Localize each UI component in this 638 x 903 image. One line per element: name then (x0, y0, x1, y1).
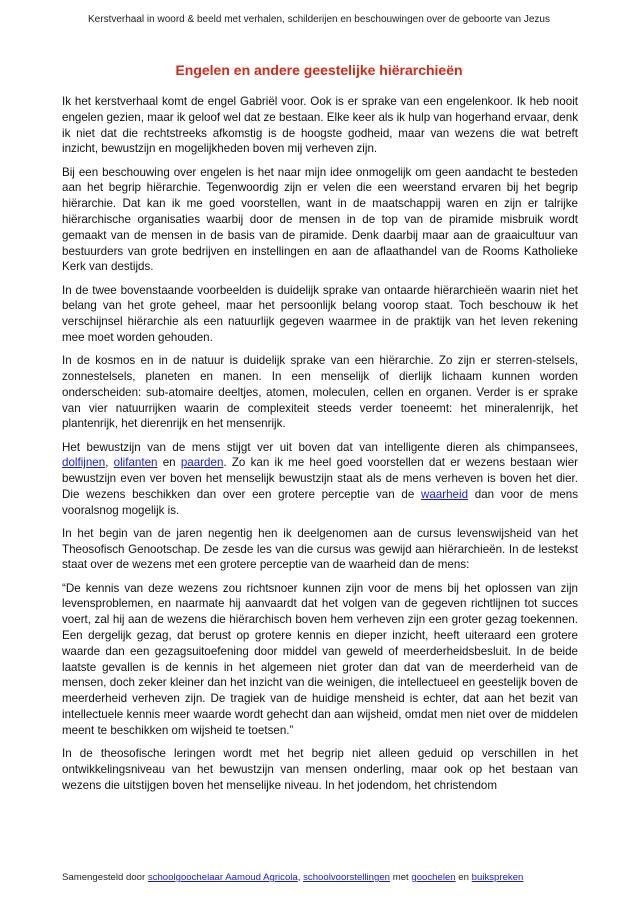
paragraph-4: In de kosmos en in de natuur is duidelijk sprake van een hiërarchie. Zo zijn er sterren-stelsels, zonnestelsels, planeten en manen. In een menselijk of dierlijk lichaam kunnen worden onderscheiden: sub-atomaire deeltjes, atomen, moleculen, cellen en organen. Verder is er sprake van vier natuurrijken waarin de complexiteit steeds verder toeneemt: het mineralenrijk, het plantenrijk, het dierenrijk en het mensenrijk. (62, 354, 578, 431)
link-dolfijnen[interactable]: dolfijnen (62, 456, 106, 470)
paragraph-3: In de twee bovenstaande voorbeelden is duidelijk sprake van ontaarde hiërarchieën waarin niet het belang van het grote geheel, maar het persoonlijk belang voorop staat. Toch beschouw ik het verschijnsel hiërarchie als een natuurlijk gegeven waarmee in de praktijk van het leven rekening mee moet worden gehouden. (62, 283, 578, 344)
link-waarheid[interactable]: waarheid (420, 487, 469, 501)
paragraph-5-text-c: en (157, 456, 181, 470)
paragraph-5-text-e: dan voor de mens vooralsnog mogelijk is. (62, 487, 578, 517)
footer-separator-2: met (390, 872, 412, 883)
page-footer (62, 872, 578, 883)
paragraph-5-text-b: , (105, 456, 114, 470)
paragraph-5-text-d: . Zo kan ik me heel goed voorstellen dat er wezens bestaan wier bewustzijn even ver boven het menselijk bewustzijn staat als de mens verheven is boven het dier. Die wezens beschikken dan over een grotere perceptie van de (62, 456, 578, 501)
footer-link-buikspreken[interactable]: buikspreken (471, 872, 524, 883)
footer-link-schoolgoochelaar[interactable]: schoolgoochelaar Aamoud Agricola (147, 872, 298, 883)
footer-link-schoolvoorstellingen[interactable]: schoolvoorstellingen (303, 872, 391, 883)
article-body (62, 94, 578, 801)
footer-separator-3: en (455, 872, 472, 883)
footer-link-goochelen[interactable]: goochelen (411, 872, 456, 883)
paragraph-5-text-a: Het bewustzijn van de mens stijgt ver uit boven dat van intelligente dieren als chimpansees, (62, 440, 578, 454)
page-title: Engelen en andere geestelijke hiërarchieën (175, 62, 463, 78)
paragraph-8: In de theosofische leringen wordt met het begrip niet alleen geduid op verschillen in het ontwikkelingsniveau van het bewustzijn van mensen onderling, maar ook op het bestaan van wezens die uitstijgen boven het menselijke niveau. In het jodendom, het christendom (62, 747, 578, 792)
footer-prefix: Samengesteld door (62, 872, 148, 883)
paragraph-6: In het begin van de jaren negentig hen ik deelgenomen aan de cursus levenswijsheid van het Theosofisch Genootschap. De zesde les van die cursus was gewijd aan hiërarchieën. In de lestekst staat over de wezens met een grotere perceptie van de waarheid dan de mens: (62, 526, 578, 572)
page-header: Kerstverhaal in woord & beeld met verhalen, schilderijen en beschouwingen over de geboorte van Jezus (88, 14, 550, 25)
paragraph-2: Bij een beschouwing over engelen is het naar mijn idee onmogelijk om geen aandacht te besteden aan het begrip hiërarchie. Tegenwoordig zijn er velen die een weerstand ervaren bij het begrip hiërarchie. Dat kan ik me goed voorstellen, want in de maatschappij waren en zijn er talrijke hiërarchische organisaties waarbij door de mensen in de top van de piramide misbruik wordt gemaakt van de mensen in de basis van de piramide. Denk daarbij maar aan de graaicultuur van bestuurders van grote bedrijven en instellingen en aan de aflaathandel van de Rooms Katholieke Kerk van destijds. (62, 165, 578, 274)
paragraph-5 (62, 440, 578, 519)
link-paarden[interactable]: paarden (180, 456, 224, 470)
paragraph-7-quote: “De kennis van deze wezens zou richtsnoer kunnen zijn voor de mens bij het oplossen van zijn levensproblemen, en naarmate hij aanvaardt dat het volgen van de gegeven richtlijnen tot succes voert, zal hij aan de wezens die hiërarchisch boven hem verheven zijn een groter gezag toekennen. Een dergelijk gezag, dat berust op grotere kennis en dieper inzicht, heeft uiteraard een grotere waarde dan een gezagsuitoefening door middel van geweld of meerderheidsbesluit. In de beide laatste gevallen is de kennis in het algemeen niet groter dan dat van de meerderheid van de mensen, doch zeker kleiner dan het inzicht van die weinigen, die intellectueel en geestelijk boven de meerderheid verheven zijn. De tragiek van de huidige mensheid is echter, dat aan het bezit van intellectuele kennis meer waarde wordt gehecht dan aan wijsheid, omdat men niet over de middelen meent te beschikken om wijsheid te toetsen.” (62, 581, 578, 737)
paragraph-1: Ik het kerstverhaal komt de engel Gabriël voor. Ook is er sprake van een engelenkoor. Ik heb nooit engelen gezien, maar ik geloof wel dat ze bestaan. Elke keer als ik hulp van hogerhand ervaar, denk ik niet dat die rechtstreeks afkomstig is de hoogste godheid, maar van wezens die wat betreft inzicht, bewustzijn en mogelijkheden boven mij verheven zijn. (62, 95, 578, 156)
link-olifanten[interactable]: olifanten (113, 456, 158, 470)
footer-separator-1: , (297, 872, 304, 883)
